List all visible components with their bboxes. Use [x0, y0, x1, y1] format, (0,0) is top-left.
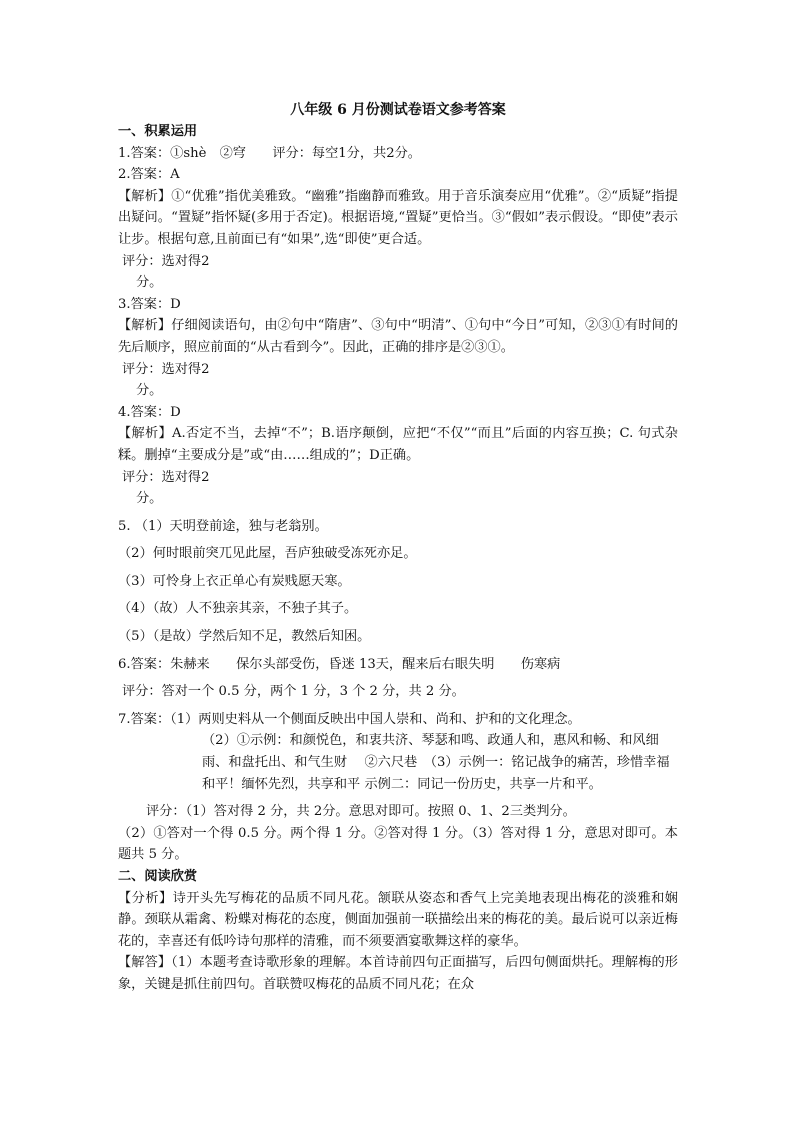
analysis-2: 【解析】①“优雅”指优美雅致。“幽雅”指幽静而雅致。用于音乐演奏应用“优雅”。②“质疑”指提出疑问。“置疑”指怀疑(多用于否定)。根据语境,“置疑”更恰当。③“假如”表示假设。“即使”表示让步。根据句意,且前面已有“如果”,选“即使”更合适。: [118, 188, 678, 247]
score-4-cont: 分。: [136, 491, 163, 507]
analysis-4: 【解析】A.否定不当，去掉“不”；B.语序颠倒，应把“不仅”“而且”后面的内容互换；C. 句式杂糅。删掉“主要成分是”或“由……组成的”；D正确。: [118, 426, 678, 463]
section-heading-2: 二、阅读欣赏: [118, 869, 198, 884]
page-title: 八年级 6 月份测试卷语文参考答案: [290, 102, 506, 118]
score-7: 评分：（1）答对得 2 分，共 2分。意思对即可。按照 0、1、2三类判分。: [146, 804, 576, 820]
score-2: 评分：选对得2: [122, 253, 210, 269]
analysis-3: 【解析】仔细阅读语句，由②句中“隋唐”、③句中“明清”、①句中“今日”可知，②③①有时间的先后顺序，照应前面的“从古看到今”。因此，正确的排序是②③①。: [118, 318, 678, 355]
answer-5-2: （2）何时眼前突兀见此屋，吾庐独破受冻死亦足。: [118, 546, 417, 562]
score-3: 评分：选对得2: [122, 361, 210, 377]
section-heading-1: 一、积累运用: [118, 124, 198, 139]
answer-7-2: （2）①示例：和颜悦色，和衷共济、琴瑟和鸣、政通人和，惠风和畅、和风细雨、和盘托出、和气生财 ②六尺巷 （3）示例一：铭记战争的痛苦，珍惜幸福和平！缅怀先烈，共享和平 示例二：同记一份历史，共享一片和平。: [202, 733, 670, 792]
answer-5-5: （5）（是故）学然后知不足，教然后知困。: [118, 629, 371, 645]
answer-5-4: （4）（故）人不独亲其亲，不独子其子。: [118, 601, 358, 617]
score-4: 评分：选对得2: [122, 469, 210, 485]
answer-6: 6.答案：朱赫来 保尔头部受伤，昏迷 13天，醒来后右眼失明 伤寒病: [118, 656, 561, 672]
score-2-cont: 分。: [136, 275, 163, 291]
answer-1: 1.答案：①shè ②穹 评分：每空1分，共2分。: [118, 145, 421, 161]
answer-2: 2.答案：A: [118, 167, 180, 183]
score-3-cont: 分。: [136, 383, 163, 399]
score-6: 评分：答对一个 0.5 分，两个 1 分，3 个 2 分，共 2 分。: [122, 684, 465, 700]
answer-4: 4.答案：D: [118, 404, 181, 420]
answer-5-1: 5. （1）天明登前途，独与老翁别。: [118, 518, 328, 534]
poem-analysis: 【分析】诗开头先写梅花的品质不同凡花。颔联从姿态和香气上完美地表现出梅花的淡雅和娴静。颈联从霜禽、粉蝶对梅花的态度，侧面加强前一联描绘出来的梅花的美。最后说可以亲近梅花的，幸喜还有低吟诗句那样的清雅，而不须要酒宴歌舞这样的豪华。: [118, 890, 678, 949]
answer-7-1: 7.答案：（1）两则史料从一个侧面反映出中国人崇和、尚和、护和的文化理念。: [118, 711, 581, 727]
score-7-cont: （2）①答对一个得 0.5 分。两个得 1 分。②答对得 1 分。（3）答对得 1 分，意思对即可。本题共 5 分。: [118, 825, 678, 863]
answer-5-3: （3）可怜身上衣正单心有炭贱愿天寒。: [118, 573, 351, 589]
answer-3: 3.答案：D: [118, 296, 181, 312]
poem-answer: 【解答】（1）本题考查诗歌形象的理解。本首诗前四句正面描写，后四句侧面烘托。理解梅的形象，关键是抓住前四句。首联赞叹梅花的品质不同凡花；在众: [118, 955, 678, 992]
answer-document: [118, 100, 678, 996]
